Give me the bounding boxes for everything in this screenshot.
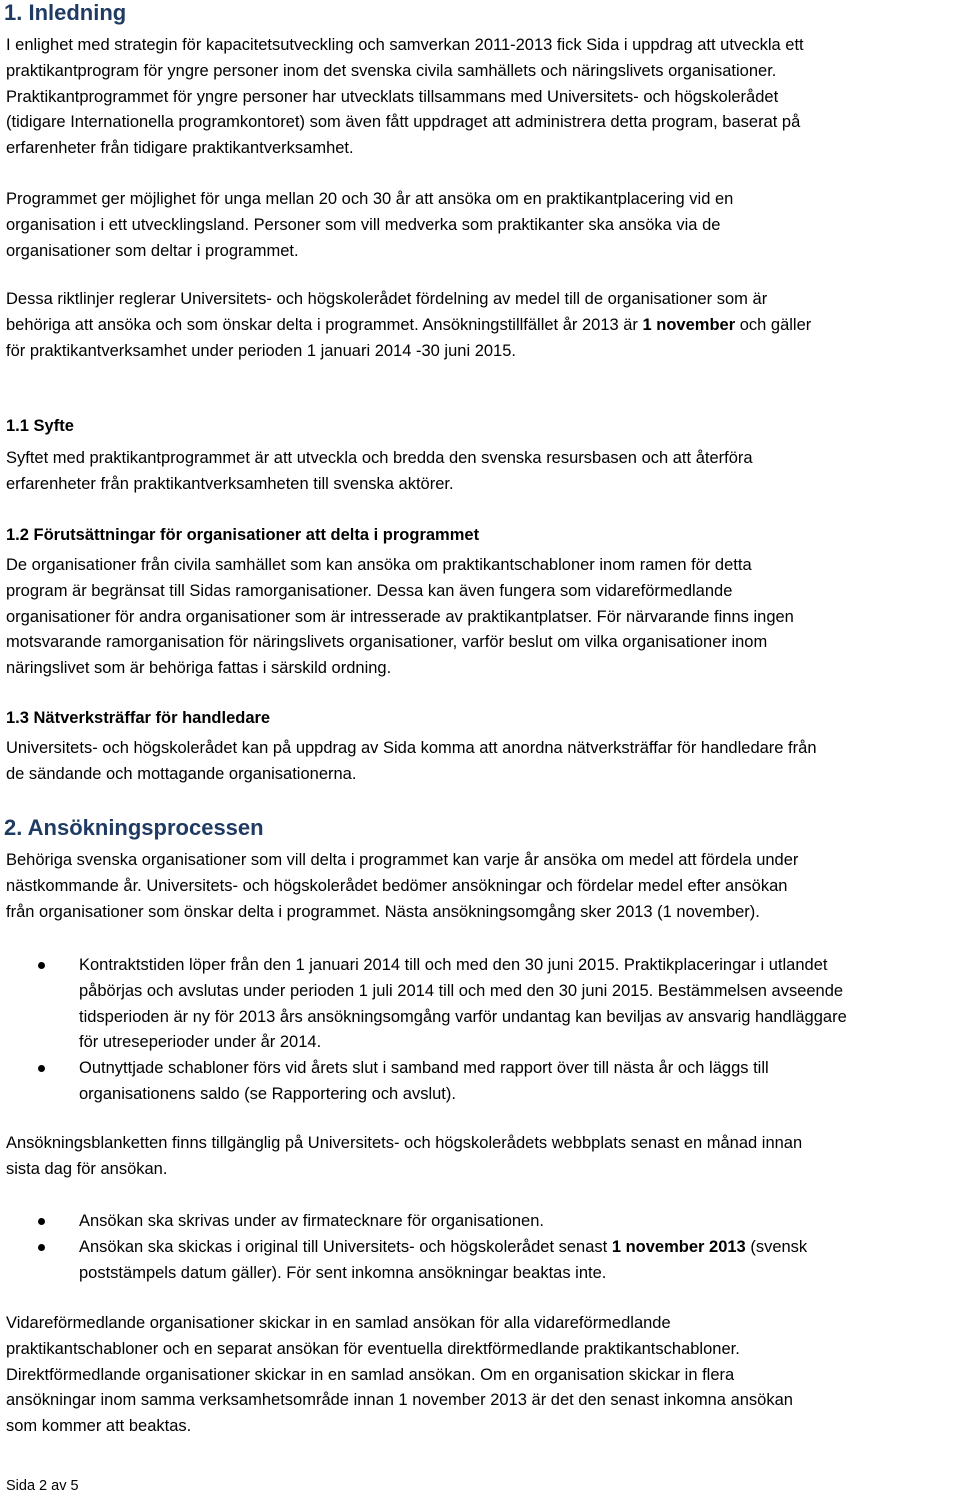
text-line: organisationer för andra organisationer som är intresserade av praktikantplatser. För närvarande finns ingen	[6, 607, 794, 626]
prerequisites-paragraph	[6, 553, 960, 682]
text-line: nästkommande år. Universitets- och högskolerådet bedömer ansökningar och fördelar medel efter ansökan	[6, 876, 788, 895]
section-1-heading: 1. Inledning	[4, 0, 127, 25]
text-line: organisationens saldo (se Rapportering och avslut).	[79, 1084, 456, 1103]
text-line: motsvarande ramorganisation för näringslivets organisationer, varför beslut om vilka organisationer inom	[6, 633, 768, 652]
text-line: praktikantprogram för yngre personer inom det svenska civila samhällets och näringslivets organisationer.	[6, 61, 777, 80]
text-line: sista dag för ansökan.	[6, 1159, 168, 1178]
intro-paragraph-1	[6, 33, 960, 162]
text-line: Behöriga svenska organisationer som vill delta i programmet kan varje år ansöka om medel att fördela under	[6, 851, 799, 869]
bullet-list-2	[0, 1209, 960, 1286]
text-line: I enlighet med strategin för kapacitetsutveckling och samverkan 2011-2013 fick Sida i uppdrag att utveckla ett	[6, 36, 804, 54]
page-number-footer: Sida 2 av 5	[6, 1478, 79, 1494]
text-line: poststämpels datum gäller). För sent inkomna ansökningar beaktas inte.	[79, 1263, 607, 1282]
text-line: Outnyttjade schabloner förs vid årets slut i samband med rapport över till nästa år och läggs till	[79, 1059, 769, 1078]
bullet-icon	[38, 962, 45, 969]
intro-paragraph-3	[6, 287, 960, 364]
text-line: ansökningar inom samma verksamhetsområde innan 1 november 2013 är det den senast inkomna ansökan	[6, 1391, 793, 1410]
text-run: och gäller	[735, 315, 812, 334]
bullet-icon	[38, 1218, 45, 1225]
application-date-bold: 1 november	[642, 315, 736, 334]
submission-paragraph	[6, 1311, 960, 1440]
text-line: organisationer som deltar i programmet.	[6, 241, 299, 260]
list-item	[0, 953, 960, 1056]
text-line: påbörjas och avslutas under perioden 1 juli 2014 till och med den 30 juni 2015. Bestämmelsen avseende	[79, 981, 844, 1000]
text-line: praktikantschabloner och en separat ansökan för eventuella direktförmedlande praktikantschabloner.	[6, 1339, 740, 1358]
text-run: behöriga att ansöka och som önskar delta i programmet. Ansökningstillfället år 2013 är	[6, 315, 643, 334]
text-line: erfarenheter från praktikantverksamheten till svenska aktörer.	[6, 474, 454, 493]
section-2-heading: 2. Ansökningsprocessen	[4, 815, 264, 840]
text-line: Dessa riktlinjer reglerar Universitets- och högskolerådet fördelning av medel till de organisationer som är	[6, 290, 768, 308]
deadline-bold: 1 november 2013	[611, 1237, 746, 1256]
section-1-1-heading: 1.1 Syfte	[6, 417, 74, 435]
text-line: Vidareförmedlande organisationer skickar in en samlad ansökan för alla vidareförmedlande	[6, 1314, 671, 1332]
text-line: erfarenheter från tidigare praktikantverksamhet.	[6, 139, 354, 158]
text-line: näringslivet som är behöriga fattas i särskild ordning.	[6, 659, 392, 678]
text-line: tidsperioden är ny för 2013 års ansökningsomgång varför undantag kan beviljas av ansvarig handläggare	[79, 1007, 847, 1026]
text-line: Syftet med praktikantprogrammet är att utveckla och bredda den svenska resursbasen och att återföra	[6, 449, 753, 467]
text-line: för utreseperioder under år 2014.	[79, 1033, 322, 1052]
list-item	[0, 1235, 960, 1287]
text-line: Ansökningsblanketten finns tillgänglig på Universitets- och högskolerådets webbplats senast en månad innan	[6, 1134, 803, 1152]
text-line: program är begränsat till Sidas ramorganisationer. Dessa kan även fungera som vidareförmedlande	[6, 581, 733, 600]
text-run: Ansökan ska skickas i original till Universitets- och högskolerådet senast	[79, 1237, 612, 1256]
section-1-2-heading: 1.2 Förutsättningar för organisationer att delta i programmet	[6, 526, 480, 544]
text-line: Direktförmedlande organisationer skickar in en samlad ansökan. Om en organisation skickar in flera	[6, 1365, 735, 1384]
bullet-list-1	[0, 953, 960, 1108]
network-paragraph	[6, 736, 960, 788]
text-line: som kommer att beaktas.	[6, 1417, 192, 1436]
list-item	[0, 1056, 960, 1108]
purpose-paragraph	[6, 446, 960, 498]
text-line: Ansökan ska skrivas under av firmatecknare för organisationen.	[79, 1212, 544, 1230]
list-item	[0, 1209, 960, 1235]
text-line	[6, 313, 960, 339]
application-intro-paragraph	[6, 848, 960, 925]
form-availability-paragraph	[6, 1131, 960, 1183]
text-line	[79, 1235, 960, 1261]
text-line: Programmet ger möjlighet för unga mellan 20 och 30 år att ansöka om en praktikantplacering vid en	[6, 190, 734, 208]
section-1-3-heading: 1.3 Nätverksträffar för handledare	[6, 709, 271, 727]
text-line: Kontraktstiden löper från den 1 januari 2014 till och med den 30 juni 2015. Praktikplaceringar i utlandet	[79, 956, 828, 974]
text-line: organisation i ett utvecklingsland. Personer som vill medverka som praktikanter ska ansöka via de	[6, 215, 721, 234]
text-line: Praktikantprogrammet för yngre personer har utvecklats tillsammans med Universitets- och högskolerådet	[6, 87, 779, 106]
text-run: (svensk	[745, 1237, 808, 1256]
bullet-icon	[38, 1244, 45, 1251]
bullet-icon	[38, 1065, 45, 1072]
intro-paragraph-2	[6, 187, 960, 264]
text-line: De organisationer från civila samhället som kan ansöka om praktikantschabloner inom ramen för detta	[6, 556, 752, 574]
text-line: de sändande och mottagande organisationerna.	[6, 764, 357, 783]
text-line: från organisationer som önskar delta i programmet. Nästa ansökningsomgång sker 2013 (1 november).	[6, 902, 760, 921]
text-line: Universitets- och högskolerådet kan på uppdrag av Sida komma att anordna nätverksträffar för handledare från	[6, 739, 817, 757]
text-line: (tidigare Internationella programkontoret) som även fått uppdraget att administrera detta program, baserat på	[6, 113, 801, 132]
text-line: för praktikantverksamhet under perioden 1 januari 2014 -30 juni 2015.	[6, 341, 516, 360]
